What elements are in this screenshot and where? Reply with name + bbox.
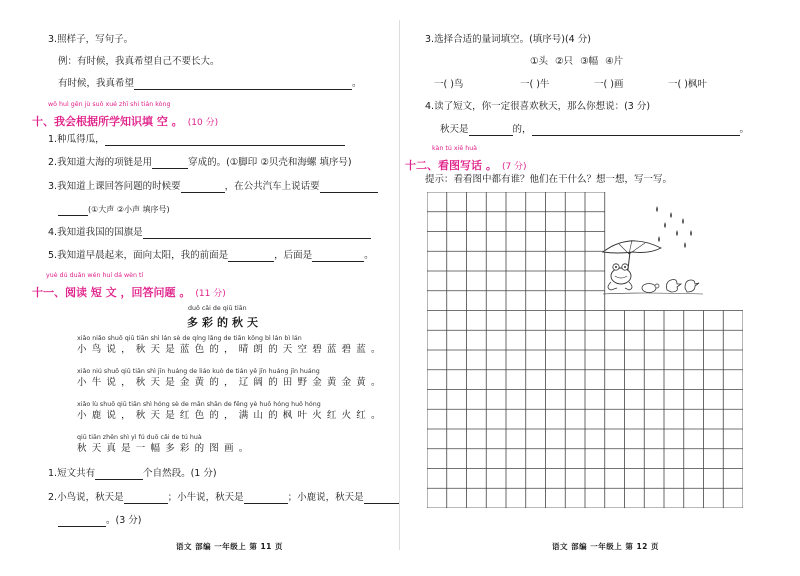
s10-q2-text-b: 穿成的。(①脚印 ②贝壳和海螺 填序号) <box>188 157 352 168</box>
p3-pinyin: xiǎo lù shuō qiū tiān shì hóng sè de mǎn shān de fēng yè huǒ hóng huǒ hóng <box>77 401 321 408</box>
writing-grid-svg[interactable] <box>427 192 743 508</box>
s10-q5-text-a: 5.我知道早晨起来，面向太阳，我的前面是 <box>48 250 229 261</box>
s11-q1-text-a: 1.短文共有 <box>48 468 96 479</box>
sec12-score: (7 分) <box>501 162 527 172</box>
s10-q5-text-c: 。 <box>364 250 374 261</box>
p3-text: 小鹿说，秋天是红色的，满山的枫叶火红火红。 <box>77 410 386 421</box>
right-q4-line <box>440 124 749 136</box>
passage-title-pinyin: duō cǎi de qiū tiān <box>188 305 247 312</box>
s10-q5-blank-1[interactable] <box>228 251 274 262</box>
s11-q1 <box>48 468 217 480</box>
right-footer: 语文 部编 一年级上 第 12 页 <box>552 542 659 551</box>
sec11-pinyin: yuè dú duǎn wén huí dá wèn tí <box>46 272 144 279</box>
frog-umbrella-illustration <box>603 206 703 294</box>
s10-q1-blank[interactable] <box>105 135 345 146</box>
sec12-heading <box>405 154 527 174</box>
s10-q3-options-line <box>58 204 170 216</box>
left-footer: 语文 部编 一年级上 第 11 页 <box>176 542 283 551</box>
s10-q4-text: 4.我知道我国的国旗是 <box>48 227 143 238</box>
s10-q5-blank-2[interactable] <box>312 251 364 262</box>
s10-q1 <box>48 134 345 146</box>
s11-q2-blank-3[interactable] <box>364 493 400 504</box>
writing-grid[interactable] <box>427 192 743 508</box>
left-q3-title: 3.照样子，写句子。 <box>48 34 134 45</box>
p2-text: 小牛说，秋天是金黄的，辽阔的田野金黄金黄。 <box>77 377 386 388</box>
s10-q3-options: (①大声 ②小声 填序号) <box>88 205 170 214</box>
left-q3-example: 例：有时候，我真希望自己不要长大。 <box>58 56 220 67</box>
s10-q3-blank-1[interactable] <box>181 182 225 193</box>
sec10-title: 十、我会根据所学知识填 空 。 <box>32 115 183 128</box>
p4-pinyin: qiū tiān zhēn shì yì fú duō cǎi de tú huà <box>77 434 202 441</box>
sec11-score: (11 分) <box>195 289 226 299</box>
s11-q2-text-d: 。(3 分) <box>106 515 142 526</box>
s10-q2-text-a: 2.我知道大海的项链是用 <box>48 157 153 168</box>
p1-text: 小鸟说，秋天是蓝色的，晴朗的天空碧蓝碧蓝。 <box>77 344 386 355</box>
right-q4-blank-2[interactable] <box>532 125 740 136</box>
s11-q2-blank-2[interactable] <box>244 493 288 504</box>
right-q3-blank-2[interactable]: 一( )牛 <box>520 79 550 90</box>
right-q4-mid: 的， <box>512 124 532 135</box>
s10-q3-blank-3[interactable] <box>58 205 88 216</box>
p4-text: 秋天真是一幅多彩的图画。 <box>77 443 254 454</box>
sec11-heading <box>32 281 226 301</box>
s11-q2 <box>48 492 400 504</box>
s11-q1-blank[interactable] <box>95 469 143 480</box>
right-q3-blank-1[interactable]: 一( )鸟 <box>434 79 464 90</box>
s10-q3 <box>48 181 378 193</box>
left-q3-line <box>58 78 362 90</box>
right-q3-options: ①头 ②只 ③幅 ④片 <box>530 56 624 67</box>
s10-q5 <box>48 250 374 262</box>
sec12-pinyin: kàn tú xiě huà <box>432 145 478 152</box>
s10-q4 <box>48 227 371 239</box>
s11-q2-text-a: 2.小鸟说，秋天是 <box>48 492 124 503</box>
s10-q4-blank[interactable] <box>143 228 371 239</box>
sec12-title: 十二、看图写话 。 <box>405 159 497 172</box>
s10-q1-text: 1.种瓜得瓜， <box>48 134 105 145</box>
s10-q5-text-b: ，后面是 <box>274 250 313 261</box>
passage-title: 多彩的秋天 <box>187 316 262 329</box>
right-q3-title: 3.选择合适的量词填空。(填序号)(4 分) <box>425 34 591 45</box>
sec10-heading <box>32 110 218 130</box>
s10-q3-blank-2[interactable] <box>320 182 378 193</box>
left-q3-answer-blank[interactable] <box>134 79 352 90</box>
s10-q3-text-a: 3.我知道上课回答问题的时候要 <box>48 181 181 192</box>
right-q4-end: 。 <box>739 124 750 135</box>
right-q4-title: 4.读了短文，你一定很喜欢秋天，那么你想说：(3 分) <box>425 101 651 112</box>
s10-q2-blank[interactable] <box>152 158 188 169</box>
right-q3-blank-4[interactable]: 一( )枫叶 <box>668 79 707 90</box>
s11-q2-text-b: ；小牛说，秋天是 <box>167 492 244 503</box>
sec10-pinyin: wǒ huì gēn jù suǒ xué zhī shi tián kòng <box>48 101 171 108</box>
page-divider <box>399 20 400 550</box>
p1-pinyin: xiǎo niǎo shuō qiū tiān shì lán sè de qíng lǎng de tiān kōng bì lán bì lán <box>77 335 302 342</box>
s11-q2-blank-1[interactable] <box>124 493 168 504</box>
s11-q2-text-c: ；小鹿说，秋天是 <box>287 492 364 503</box>
s11-q2-blank-4[interactable] <box>58 516 106 527</box>
sec11-title: 十一、阅读 短 文 ，回答问题 。 <box>32 286 191 299</box>
right-q3-blank-3[interactable]: 一( )画 <box>594 79 624 90</box>
sec12-hint: 提示：看看图中都有谁？他们在干什么？想一想，写一写。 <box>425 174 673 185</box>
left-q3-end: 。 <box>352 78 362 89</box>
s10-q2 <box>48 157 352 169</box>
s11-q1-text-b: 个自然段。(1 分) <box>143 468 217 479</box>
s11-q2-end-line <box>58 515 141 527</box>
s10-q3-text-b: ，在公共汽车上说话要 <box>224 181 320 192</box>
p2-pinyin: xiǎo niú shuō qiū tiān shì jīn huáng de liáo kuò de tián yě jīn huáng jīn huáng <box>77 368 320 375</box>
right-q4-prompt: 秋天是 <box>440 124 469 135</box>
sec10-score: (10 分) <box>187 118 219 128</box>
right-q4-blank-1[interactable] <box>469 125 513 136</box>
left-q3-prompt: 有时候，我真希望 <box>58 78 135 89</box>
